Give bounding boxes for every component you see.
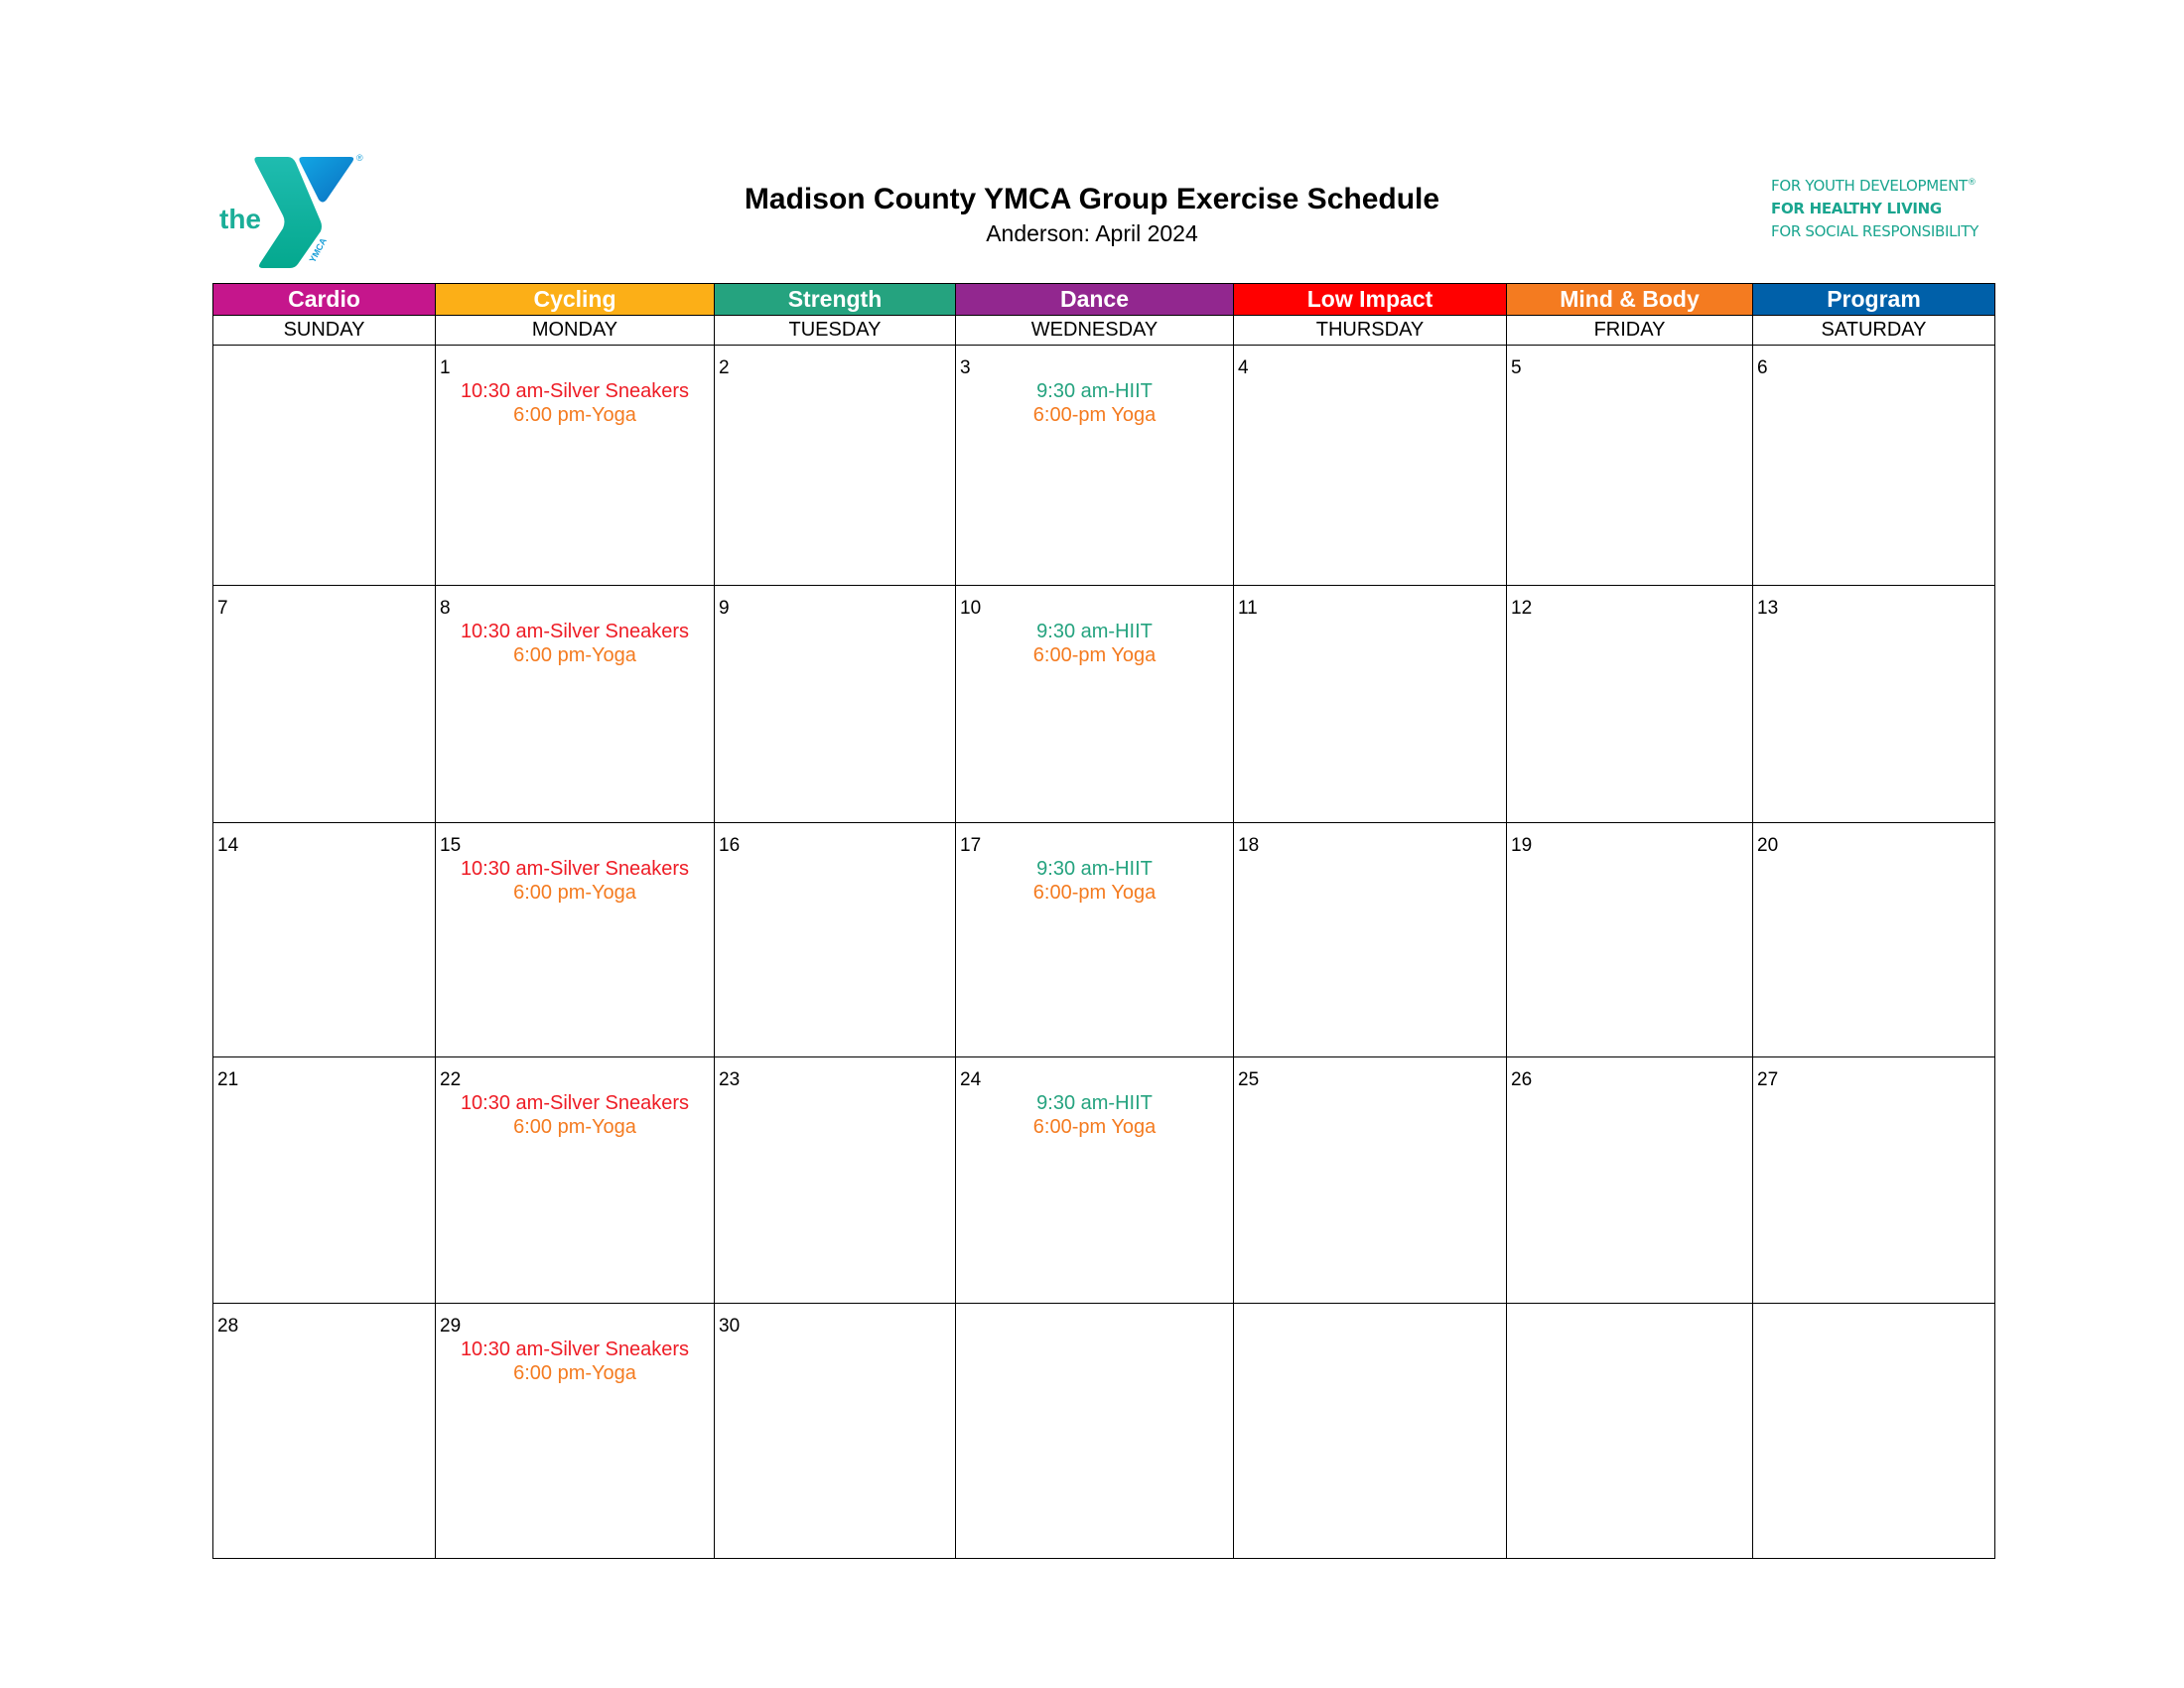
calendar-day-cell: [1753, 1304, 1995, 1559]
day-number: 24: [960, 1069, 982, 1090]
calendar-day-cell: [1507, 586, 1753, 823]
tagline-registered-mark: ®: [1967, 178, 1977, 188]
class-event: 9:30 am-HIIT: [1036, 1092, 1153, 1114]
calendar-day-cell: [436, 1304, 715, 1559]
class-event: 6:00-pm Yoga: [1032, 404, 1157, 426]
tagline-line-3: FOR SOCIAL RESPONSIBILITY: [1771, 222, 1979, 240]
calendar-grid: [212, 283, 1995, 1559]
calendar-week-row: [213, 823, 1995, 1057]
calendar-day-cell: [956, 823, 1234, 1057]
weekday-header-row: [213, 316, 1995, 346]
tagline-text: FOR YOUTH DEVELOPMENT: [1771, 177, 1968, 195]
day-number: 15: [440, 835, 462, 856]
day-number: 19: [1511, 835, 1533, 856]
class-event: 9:30 am-HIIT: [1036, 621, 1153, 642]
day-number: 22: [440, 1069, 462, 1090]
category-mind-body: Mind & Body: [1507, 284, 1753, 316]
tagline-line-1: [1771, 172, 1979, 198]
day-number: 30: [719, 1316, 741, 1336]
class-event: 6:00-pm Yoga: [1032, 644, 1157, 666]
calendar-day-cell: [715, 1304, 956, 1559]
calendar-week-row: [213, 586, 1995, 823]
day-number: 23: [719, 1069, 741, 1090]
calendar-day-cell: [956, 1057, 1234, 1304]
calendar-day-cell: [1507, 1057, 1753, 1304]
weekday-thursday: THURSDAY: [1234, 316, 1507, 346]
category-cycling: Cycling: [436, 284, 715, 316]
calendar-day-cell: [715, 1057, 956, 1304]
day-number: 4: [1238, 357, 1249, 378]
day-number: 17: [960, 835, 982, 856]
calendar-week-row: [213, 346, 1995, 586]
calendar-day-cell: [213, 346, 436, 586]
day-number: [956, 1304, 1233, 1316]
weekday-tuesday: TUESDAY: [715, 316, 956, 346]
class-event: 6:00-pm Yoga: [1032, 1116, 1157, 1138]
tagline-line-2: FOR HEALTHY LIVING: [1771, 200, 1942, 217]
class-event: 10:30 am-Silver Sneakers: [460, 1338, 690, 1360]
calendar-day-cell: [1507, 1304, 1753, 1559]
page-title: Madison County YMCA Group Exercise Schedule: [744, 183, 1440, 215]
weekday-saturday: SATURDAY: [1753, 316, 1995, 346]
calendar-day-cell: [1753, 1057, 1995, 1304]
calendar-day-cell: [213, 1304, 436, 1559]
calendar-day-cell: [1234, 586, 1507, 823]
calendar-day-cell: [213, 1057, 436, 1304]
logo-registered-mark: ®: [356, 153, 363, 163]
day-number: 21: [217, 1069, 239, 1090]
day-number: 18: [1238, 835, 1260, 856]
class-event: 6:00 pm-Yoga: [513, 1116, 636, 1138]
weekday-friday: FRIDAY: [1507, 316, 1753, 346]
day-number: 1: [440, 357, 451, 378]
class-event: 6:00 pm-Yoga: [513, 882, 636, 904]
page-subtitle: Anderson: April 2024: [986, 220, 1198, 246]
class-event: 6:00 pm-Yoga: [513, 404, 636, 426]
day-number: [1753, 1304, 1994, 1316]
day-number: 6: [1757, 357, 1768, 378]
day-number: 14: [217, 835, 239, 856]
calendar-day-cell: [1234, 1057, 1507, 1304]
calendar-day-cell: [956, 346, 1234, 586]
category-low-impact: Low Impact: [1234, 284, 1507, 316]
calendar-day-cell: [1753, 586, 1995, 823]
calendar-day-cell: [436, 346, 715, 586]
day-number: 9: [719, 598, 730, 619]
calendar-day-cell: [1753, 346, 1995, 586]
calendar-day-cell: [1507, 346, 1753, 586]
day-number: 20: [1757, 835, 1779, 856]
day-number: [1507, 1304, 1752, 1316]
day-number: 27: [1757, 1069, 1779, 1090]
class-event: 10:30 am-Silver Sneakers: [460, 380, 690, 402]
calendar-day-cell: [956, 1304, 1234, 1559]
category-cardio: Cardio: [213, 284, 436, 316]
class-event: 10:30 am-Silver Sneakers: [460, 858, 690, 880]
calendar-week-row: [213, 1057, 1995, 1304]
day-number: 26: [1511, 1069, 1533, 1090]
day-number: [213, 346, 435, 357]
day-number: 12: [1511, 598, 1533, 619]
logo-ymca-text: YMCA: [307, 235, 329, 265]
logo-the-text: the: [219, 204, 261, 234]
day-number: 8: [440, 598, 451, 619]
class-event: 6:00 pm-Yoga: [513, 644, 636, 666]
day-number: 5: [1511, 357, 1522, 378]
day-number: [1234, 1304, 1506, 1316]
class-event: 10:30 am-Silver Sneakers: [460, 621, 690, 642]
day-number: 28: [217, 1316, 239, 1336]
calendar-week-row: [213, 1304, 1995, 1559]
calendar-day-cell: [715, 346, 956, 586]
day-number: 2: [719, 357, 730, 378]
day-number: 13: [1757, 598, 1779, 619]
calendar-day-cell: [1507, 823, 1753, 1057]
weekday-sunday: SUNDAY: [213, 316, 436, 346]
day-number: 10: [960, 598, 982, 619]
calendar-day-cell: [1753, 823, 1995, 1057]
class-event: 6:00-pm Yoga: [1032, 882, 1157, 904]
calendar-day-cell: [956, 586, 1234, 823]
calendar-day-cell: [436, 1057, 715, 1304]
calendar-day-cell: [1234, 823, 1507, 1057]
calendar-day-cell: [1234, 346, 1507, 586]
class-event: 10:30 am-Silver Sneakers: [460, 1092, 690, 1114]
calendar-day-cell: [213, 823, 436, 1057]
weekday-monday: MONDAY: [436, 316, 715, 346]
day-number: 29: [440, 1316, 462, 1336]
calendar-day-cell: [213, 586, 436, 823]
day-number: 11: [1238, 598, 1258, 619]
category-dance: Dance: [956, 284, 1234, 316]
category-strength: Strength: [715, 284, 956, 316]
class-event: 6:00 pm-Yoga: [513, 1362, 636, 1384]
calendar-day-cell: [715, 823, 956, 1057]
category-program: Program: [1753, 284, 1995, 316]
calendar-day-cell: [715, 586, 956, 823]
class-event: 9:30 am-HIIT: [1036, 380, 1153, 402]
ymca-tagline: [1771, 172, 1979, 243]
day-number: 7: [217, 598, 228, 619]
day-number: 3: [960, 357, 971, 378]
calendar-day-cell: [436, 586, 715, 823]
calendar-day-cell: [1234, 1304, 1507, 1559]
class-event: 9:30 am-HIIT: [1036, 858, 1153, 880]
day-number: 25: [1238, 1069, 1260, 1090]
day-number: 16: [719, 835, 741, 856]
weekday-wednesday: WEDNESDAY: [956, 316, 1234, 346]
category-legend-row: [213, 284, 1995, 316]
calendar-day-cell: [436, 823, 715, 1057]
